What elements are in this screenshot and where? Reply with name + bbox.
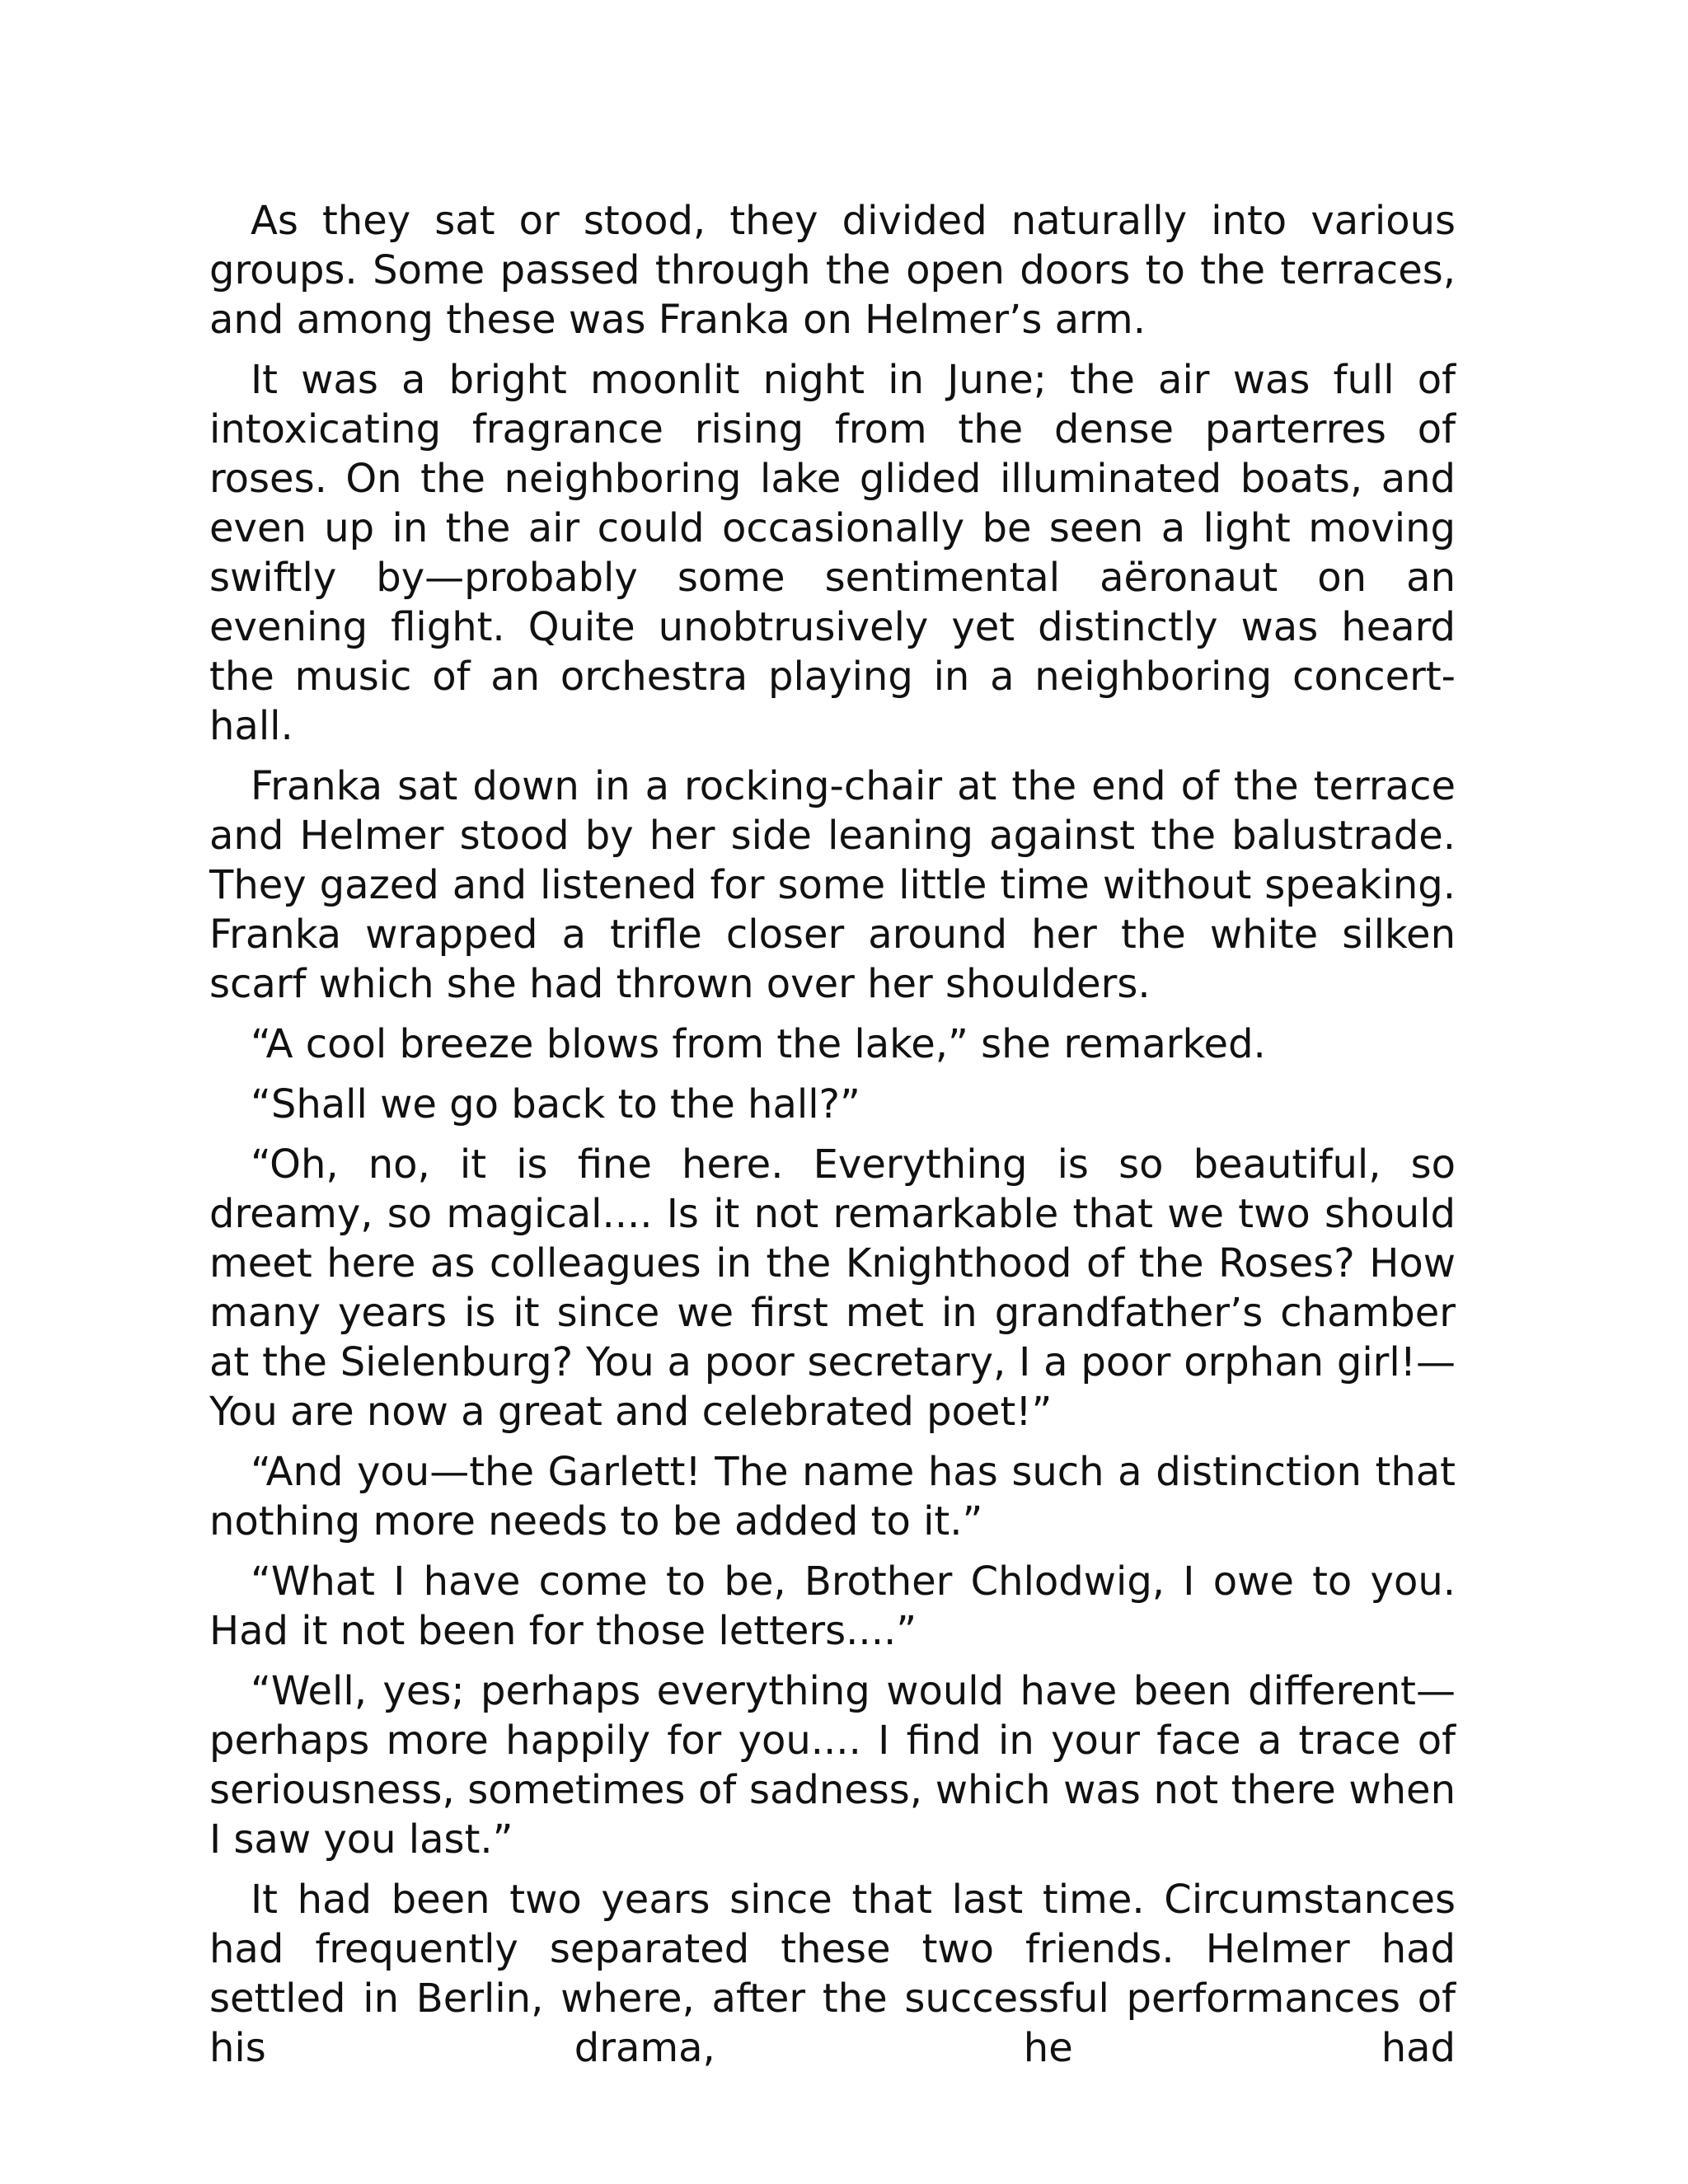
paragraph-two-years: It had been two years since that last time. Circumstances had frequently separated these two friends. Helmer had settled in Berlin, where, after the successful performances of his drama, he had [209,1877,1456,2071]
paragraph-fine-here: “Oh, no, it is fine here. Everything is so beautiful, so dreamy, so magical.... Is it not remarkable that we two should meet here as colleagues in the Knighthood of the Roses? How many years is it since we first met in grandfather’s chamber at the Sielenburg? You a poor secretary, I a poor orphan girl!—You are now a great and celebrated poet!” [209,1141,1456,1435]
paragraph-groups: As they sat or stood, they divided naturally into various groups. Some passed through the open doors to the terraces, and among these was Franka on Helmer’s arm. [209,198,1456,343]
book-page [209,196,1456,2073]
paragraph-back-to-hall: “Shall we go back to the hall?” [251,1081,860,1127]
paragraph-the-garlett: “And you—the Garlett! The name has such a distinction that nothing more needs to be added to it.” [209,1449,1456,1544]
paragraph-brother-chlodwig: “What I have come to be, Brother Chlodwig, I owe to you. Had it not been for those letters....” [209,1558,1456,1654]
paragraph-cool-breeze: “A cool breeze blows from the lake,” she remarked. [251,1021,1266,1067]
paragraph-well-yes: “Well, yes; perhaps everything would have been different—perhaps more happily for you.... I find in your face a trace of seriousness, sometimes of sadness, which was not there when I saw you last.” [209,1668,1456,1863]
paragraph-moonlit-night: It was a bright moonlit night in June; the air was full of intoxicating fragrance rising from the dense parterres of roses. On the neighboring lake glided illuminated boats, and even up in the air could occasionally be seen a light moving swiftly by—probably some sentimental aëronaut on an evening flight. Quite unobtrusively yet distinctly was heard the music of an orchestra playing in a neighboring concert-hall. [209,357,1456,749]
paragraph-rocking-chair: Franka sat down in a rocking-chair at the end of the terrace and Helmer stood by her side leaning against the balustrade. They gazed and listened for some little time without speaking. Franka wrapped a trifle closer around her the white silken scarf which she had thrown over her shoulders. [209,763,1456,1007]
